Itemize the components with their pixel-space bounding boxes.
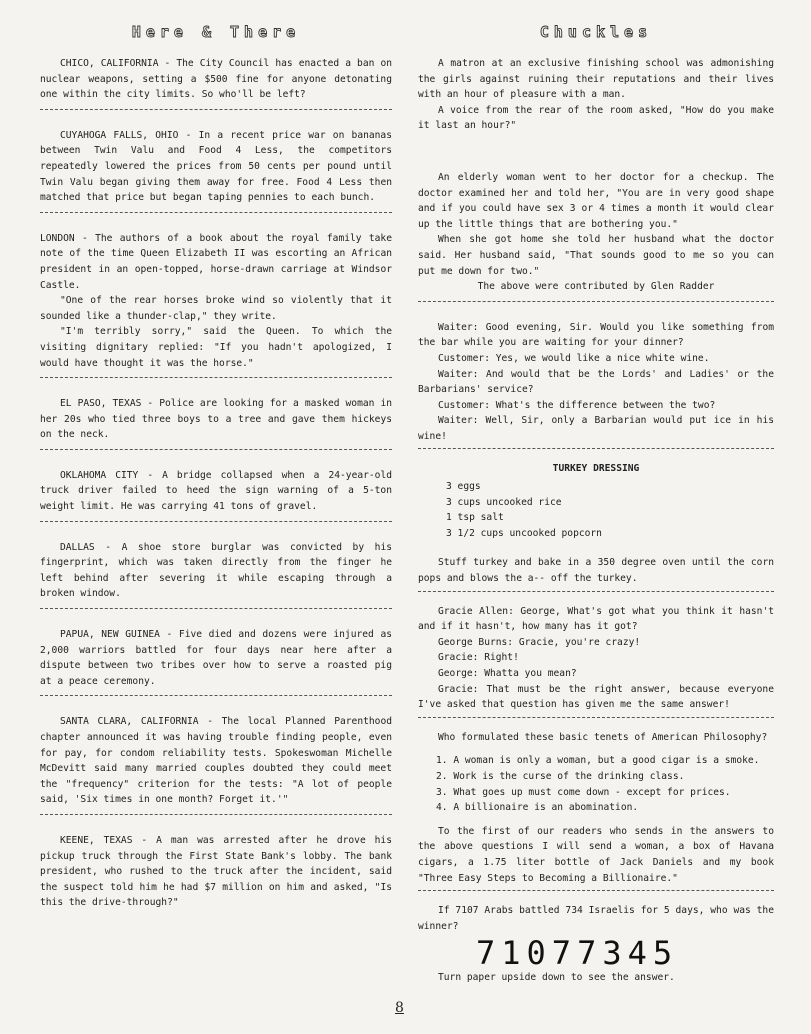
news-item-keene [40,833,392,911]
joke-finishing-school [418,56,774,134]
column-title: Chuckles [539,23,653,41]
dialogue-line: Customer: Yes, we would like a nice white wine. [438,352,710,364]
dialogue-line: Gracie: That must be the right answer, because everyone I've asked that question has given me the same answer! [418,683,774,711]
news-item-el-paso [40,396,392,443]
joke-doctor [418,170,774,295]
divider [40,212,392,213]
page-number: 8 [395,1000,404,1016]
ingredient: 1 tsp salt [446,512,504,524]
joke-waiter [418,320,774,445]
prize-offer: To the first of our readers who sends in the answers to the above questions I will send a woman, a box of Havana cigars, a 1.75 liter bottle of Jack Daniels and my book "Three Easy Steps to Becoming a Billionaire." [418,825,774,884]
news-paragraph: CUYAHOGA FALLS, OHIO - In a recent price war on bananas between Twin Valu and Food 4 Less, the competitors repeatedly lowered the prices from 50 cents per pound until Twin Valu began giving them away for free. Food 4 Less then matched that price but began taping pennies to each bunch. [40,129,392,204]
divider [40,814,392,815]
news-item-papua [40,627,392,689]
riddle-note: Turn paper upside down to see the answer. [438,972,675,984]
chuckles-column [418,22,774,986]
dialogue-line: Waiter: Good evening, Sir. Would you like something from the bar while you are waiting for your dinner? [418,321,774,349]
news-paragraph: PAPUA, NEW GUINEA - Five died and dozens were injured as 2,000 warriors battled for four days near here after a dispute between two tribes over how to serve a roasted pig at a peace ceremony. [40,629,392,687]
news-paragraph: SANTA CLARA, CALIFORNIA - The local Planned Parenthood chapter announced it was having trouble finding people, even for pay, for condom reliability tests. Spokeswoman Michelle McDevitt said many married couples doubted they could meet the "frequency" criterion for the tests: "A lot of people said, 'Six times in one month? Forget it.'" [40,716,392,806]
contributor-credit: The above were contributed by Glen Radder [477,281,715,293]
news-paragraph: OKLAHOMA CITY - A bridge collapsed when a 24-year-old truck driver failed to heed the sign warning of a 5-ton weight limit. He was carrying 41 tons of gravel. [40,469,392,513]
recipe-title: TURKEY DRESSING [552,463,640,475]
column-title: Here & There [131,23,301,41]
riddle [418,903,774,986]
recipe-instructions: Stuff turkey and bake in a 350 degree oven until the corn pops and blows the a-- off the turkey. [418,557,774,585]
dialogue-line: Waiter: And would that be the Lords' and Ladies' or the Barbarians' service? [418,368,774,396]
dialogue-line: George: Whatta you mean? [438,668,577,679]
divider [40,377,392,378]
divider [40,109,392,110]
dialogue-line: Gracie Allen: George, What's got what you think it hasn't and if it hasn't, how many has it got? [418,605,774,633]
divider [418,301,774,302]
tenet-item: 3. What goes up must come down - except for prices. [436,786,731,798]
news-paragraph: CHICO, CALIFORNIA - The City Council has enacted a ban on nuclear weapons, setting a $500 fine for anyone detonating one within the city limits. So who'll be left? [40,58,392,101]
riddle-question: If 7107 Arabs battled 734 Israelis for 5 days, who was the winner? [418,905,774,932]
ingredient: 3 eggs [446,481,481,493]
joke-paragraph: When she got home she told her husband what the doctor said. Her husband said, "That sounds good to me so you can put me down for two." [418,234,774,277]
dialogue-line: Customer: What's the difference between the two? [438,399,716,411]
news-paragraph: LONDON - The authors of a book about the royal family take note of the time Queen Elizabeth II was escorting an African president in an open-topped, horse-drawn carriage at Windsor Castle. [40,232,392,291]
news-paragraph: "One of the rear horses broke wind so violently that it sounded like a thunder-clap," they write. [40,295,392,322]
news-paragraph: DALLAS - A shoe store burglar was convicted by his fingerprint, which was taken directly from the finger he left behind after severing it while escaping through a broken window. [40,541,392,600]
joke-paragraph: An elderly woman went to her doctor for a checkup. The doctor examined her and told her, "You are in very good shape and if you could have sex 3 or 4 times a month it would clear up the little things that are bothering you." [418,171,774,230]
news-item-santa-clara [40,714,392,808]
riddle-answer-digits: 71077345 [476,934,679,973]
tenet-item: 1. A woman is only a woman, but a good cigar is a smoke. [436,755,760,767]
joke-paragraph: A voice from the rear of the room asked, "How do you make it last an hour?" [418,104,774,132]
divider [418,890,774,891]
recipe-turkey-dressing [418,461,774,586]
divider [40,449,392,450]
news-paragraph: KEENE, TEXAS - A man was arrested after he drove his pickup truck through the First State Bank's lobby. The bank president, who rushed to the truck after the incident, said the suspect told him he had $7 million on him and asked, "Is this the drive-through?" [40,834,392,909]
divider [418,448,774,449]
dialogue-line: Waiter: Well, Sir, only a Barbarian would put ice in his wine! [418,415,774,442]
news-item-london [40,231,392,371]
news-item-oklahoma [40,468,392,515]
divider [418,591,774,592]
philosophy-quiz [418,730,774,886]
divider [418,717,774,718]
dialogue-line: George Burns: Gracie, you're crazy! [438,636,641,648]
quiz-question: Who formulated these basic tenets of American Philosophy? [438,731,768,743]
here-and-there-column [40,22,392,911]
dialogue-line: Gracie: Right! [438,652,519,664]
divider [40,695,392,696]
joke-paragraph: A matron at an exclusive finishing school was admonishing the girls against ruining their reputations and their lives with an hour of pleasure with a man. [418,58,774,101]
tenet-item: 2. Work is the curse of the drinking class. [436,770,685,782]
divider [40,608,392,609]
divider [40,521,392,522]
ingredient: 3 cups uncooked rice [446,496,562,508]
news-paragraph: EL PASO, TEXAS - Police are looking for a masked woman in her 20s who tied three boys to a tree and gave them hickeys on the neck. [40,398,392,441]
joke-gracie [418,604,774,713]
news-item-cuyahoga [40,128,392,206]
news-item-dallas [40,540,392,602]
ingredient: 3 1/2 cups uncooked popcorn [446,527,602,539]
news-paragraph: "I'm terribly sorry," said the Queen. To which the visiting dignitary replied: "If you hadn't apologized, I would have thought it was the horse." [40,326,392,369]
news-item-chico [40,56,392,103]
tenet-item: 4. A billionaire is an abomination. [436,802,639,814]
